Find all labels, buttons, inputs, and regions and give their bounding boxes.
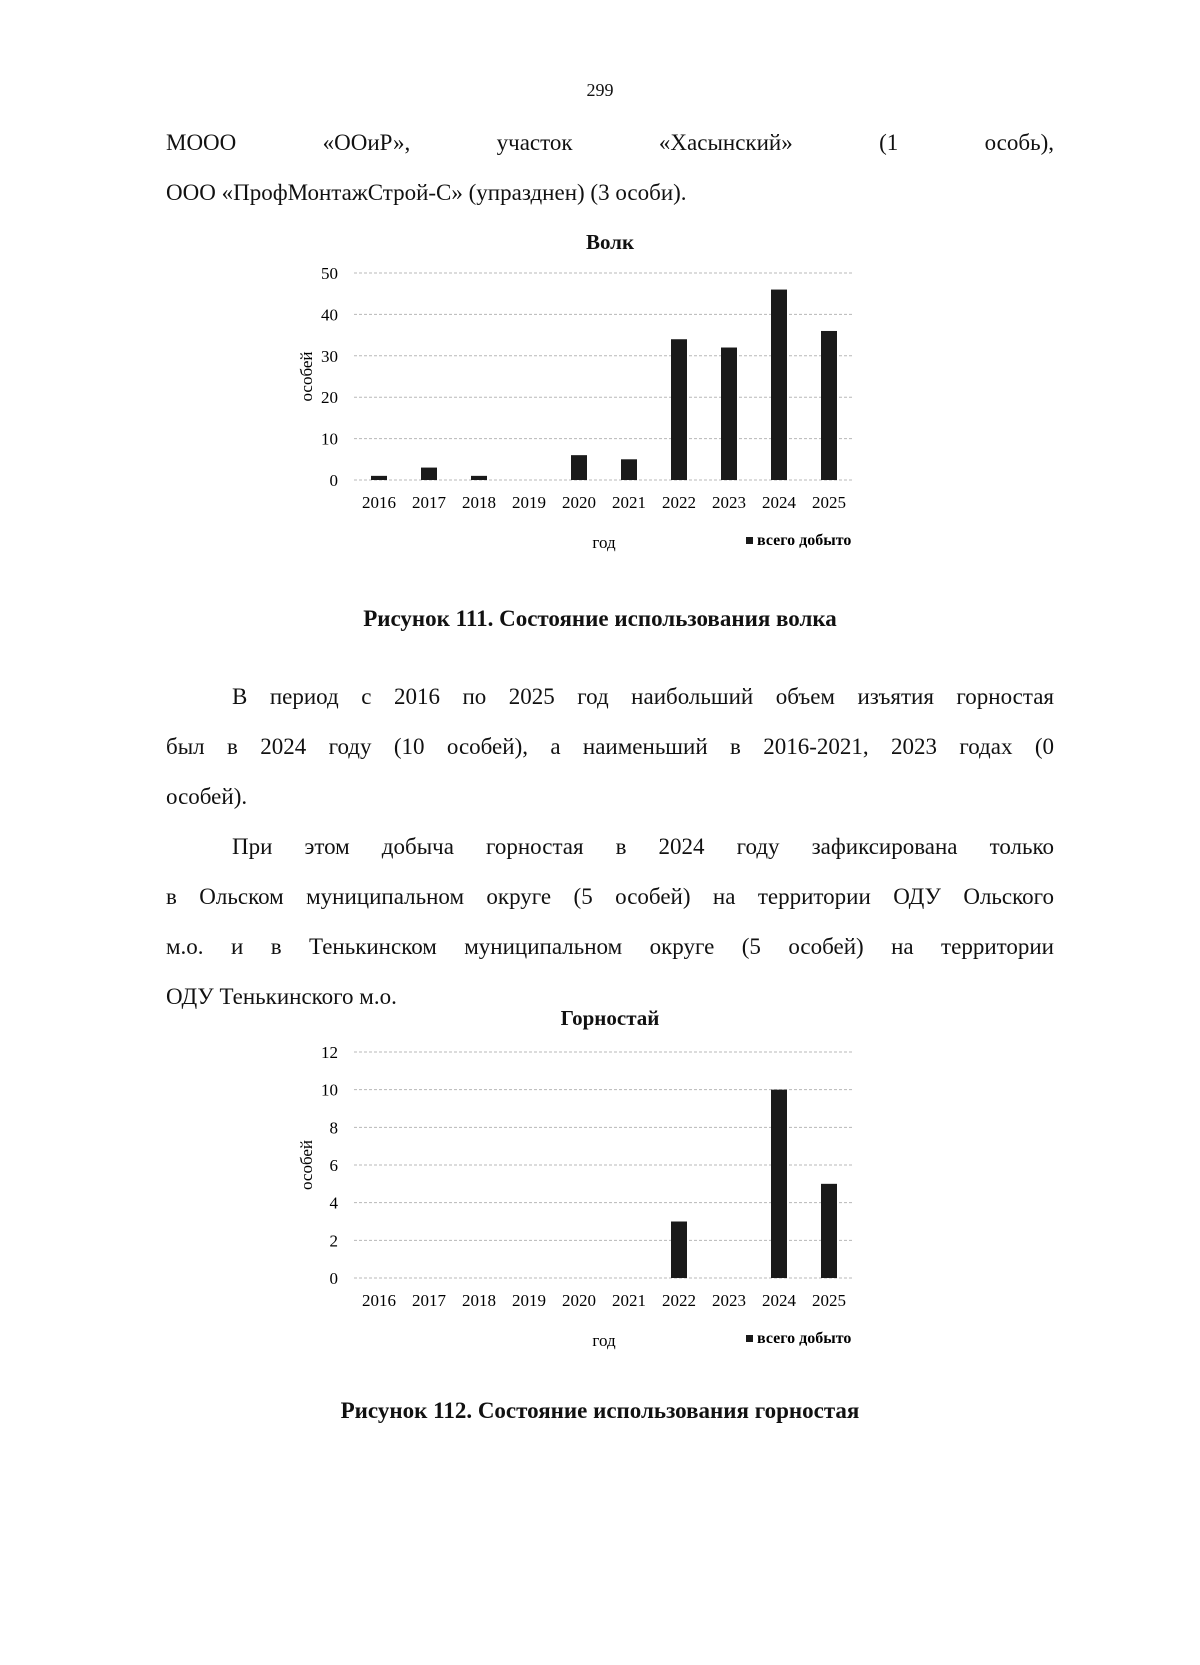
- bar: [821, 1184, 837, 1278]
- page-number: 299: [586, 80, 614, 100]
- paragraph-line: При этом добыча горностая в 2024 году зафиксирована только: [232, 834, 1054, 859]
- x-tick-label: 2022: [662, 493, 696, 512]
- y-tick-label: 0: [329, 1269, 338, 1288]
- x-tick-label: 2019: [512, 1291, 546, 1310]
- intro-line: МООО «ООиР», участок «Хасынский» (1 особь),: [166, 130, 1054, 155]
- figure-111-caption: Рисунок 111. Состояние использования волка: [363, 606, 837, 631]
- bar: [671, 339, 687, 480]
- legend-marker: [746, 1335, 753, 1342]
- x-tick-label: 2021: [612, 493, 646, 512]
- y-tick-label: 4: [329, 1193, 338, 1213]
- y-tick-label: 50: [321, 264, 338, 283]
- chart-title-ermine: Горностай: [560, 1006, 660, 1030]
- x-tick-label: 2018: [462, 493, 496, 512]
- bar: [421, 468, 437, 480]
- legend-label: всего добыто: [757, 532, 852, 549]
- y-tick-label: 40: [321, 305, 338, 325]
- x-tick-label: 2025: [812, 1291, 846, 1310]
- bar: [771, 1090, 787, 1278]
- chart-wolf: [290, 262, 930, 572]
- x-tick-label: 2016: [362, 1291, 396, 1310]
- bar: [571, 455, 587, 480]
- x-tick-label: 2019: [512, 493, 546, 512]
- y-tick-label: 12: [321, 1043, 338, 1062]
- bar: [821, 331, 837, 480]
- y-tick-label: 10: [321, 1080, 338, 1100]
- y-axis-label: особей: [297, 351, 316, 402]
- legend-marker: [746, 537, 753, 544]
- paragraph-line: В период с 2016 по 2025 год наибольший объем изъятия горностая: [232, 684, 1054, 709]
- x-axis-label: год: [592, 533, 616, 552]
- y-tick-label: 2: [329, 1231, 338, 1251]
- y-tick-label: 6: [329, 1156, 338, 1175]
- x-tick-label: 2023: [712, 493, 746, 512]
- bar: [371, 476, 387, 480]
- y-axis-label: особей: [297, 1139, 316, 1191]
- y-tick-label: 20: [321, 388, 338, 408]
- y-tick-label: 30: [321, 346, 338, 366]
- x-tick-label: 2023: [712, 1291, 746, 1310]
- x-tick-label: 2017: [412, 493, 446, 512]
- x-tick-label: 2024: [762, 493, 796, 512]
- x-axis-label: год: [592, 1331, 616, 1350]
- x-tick-label: 2020: [562, 1291, 596, 1310]
- x-tick-label: 2025: [812, 493, 846, 512]
- bar: [771, 290, 787, 480]
- y-tick-label: 0: [329, 471, 338, 490]
- paragraph-line: в Ольском муниципальном округе (5 особей) на территории ОДУ Ольского: [166, 884, 1054, 909]
- x-tick-label: 2017: [412, 1291, 446, 1310]
- paragraph-line: был в 2024 году (10 особей), а наименьший в 2016-2021, 2023 годах (0: [166, 734, 1054, 759]
- x-tick-label: 2024: [762, 1291, 796, 1310]
- x-tick-label: 2016: [362, 493, 396, 512]
- bar: [671, 1222, 687, 1279]
- paragraph-line: особей).: [166, 784, 248, 809]
- y-tick-label: 8: [329, 1118, 338, 1138]
- bar: [621, 459, 637, 480]
- intro-line: ООО «ПрофМонтажСтрой-С» (упразднен) (3 особи).: [166, 180, 687, 205]
- paragraph-line: ОДУ Тенькинского м.о.: [166, 984, 397, 1009]
- x-tick-label: 2020: [562, 493, 596, 512]
- x-tick-label: 2021: [612, 1291, 646, 1310]
- paragraph-1: [166, 672, 1054, 822]
- paragraph-line: м.о. и в Тенькинском муниципальном округе (5 особей) на территории: [166, 934, 1054, 959]
- bar: [471, 476, 487, 480]
- legend-label: всего добыто: [757, 1330, 852, 1347]
- figure-112-caption: Рисунок 112. Состояние использования горностая: [340, 1398, 860, 1423]
- chart-ermine: [290, 1038, 930, 1368]
- paragraph-2: [166, 822, 1054, 1022]
- y-tick-label: 10: [321, 429, 338, 449]
- x-tick-label: 2022: [662, 1291, 696, 1310]
- chart-title-wolf: Волк: [585, 230, 635, 254]
- bar: [721, 348, 737, 480]
- x-tick-label: 2018: [462, 1291, 496, 1310]
- intro-paragraph: [166, 118, 1054, 218]
